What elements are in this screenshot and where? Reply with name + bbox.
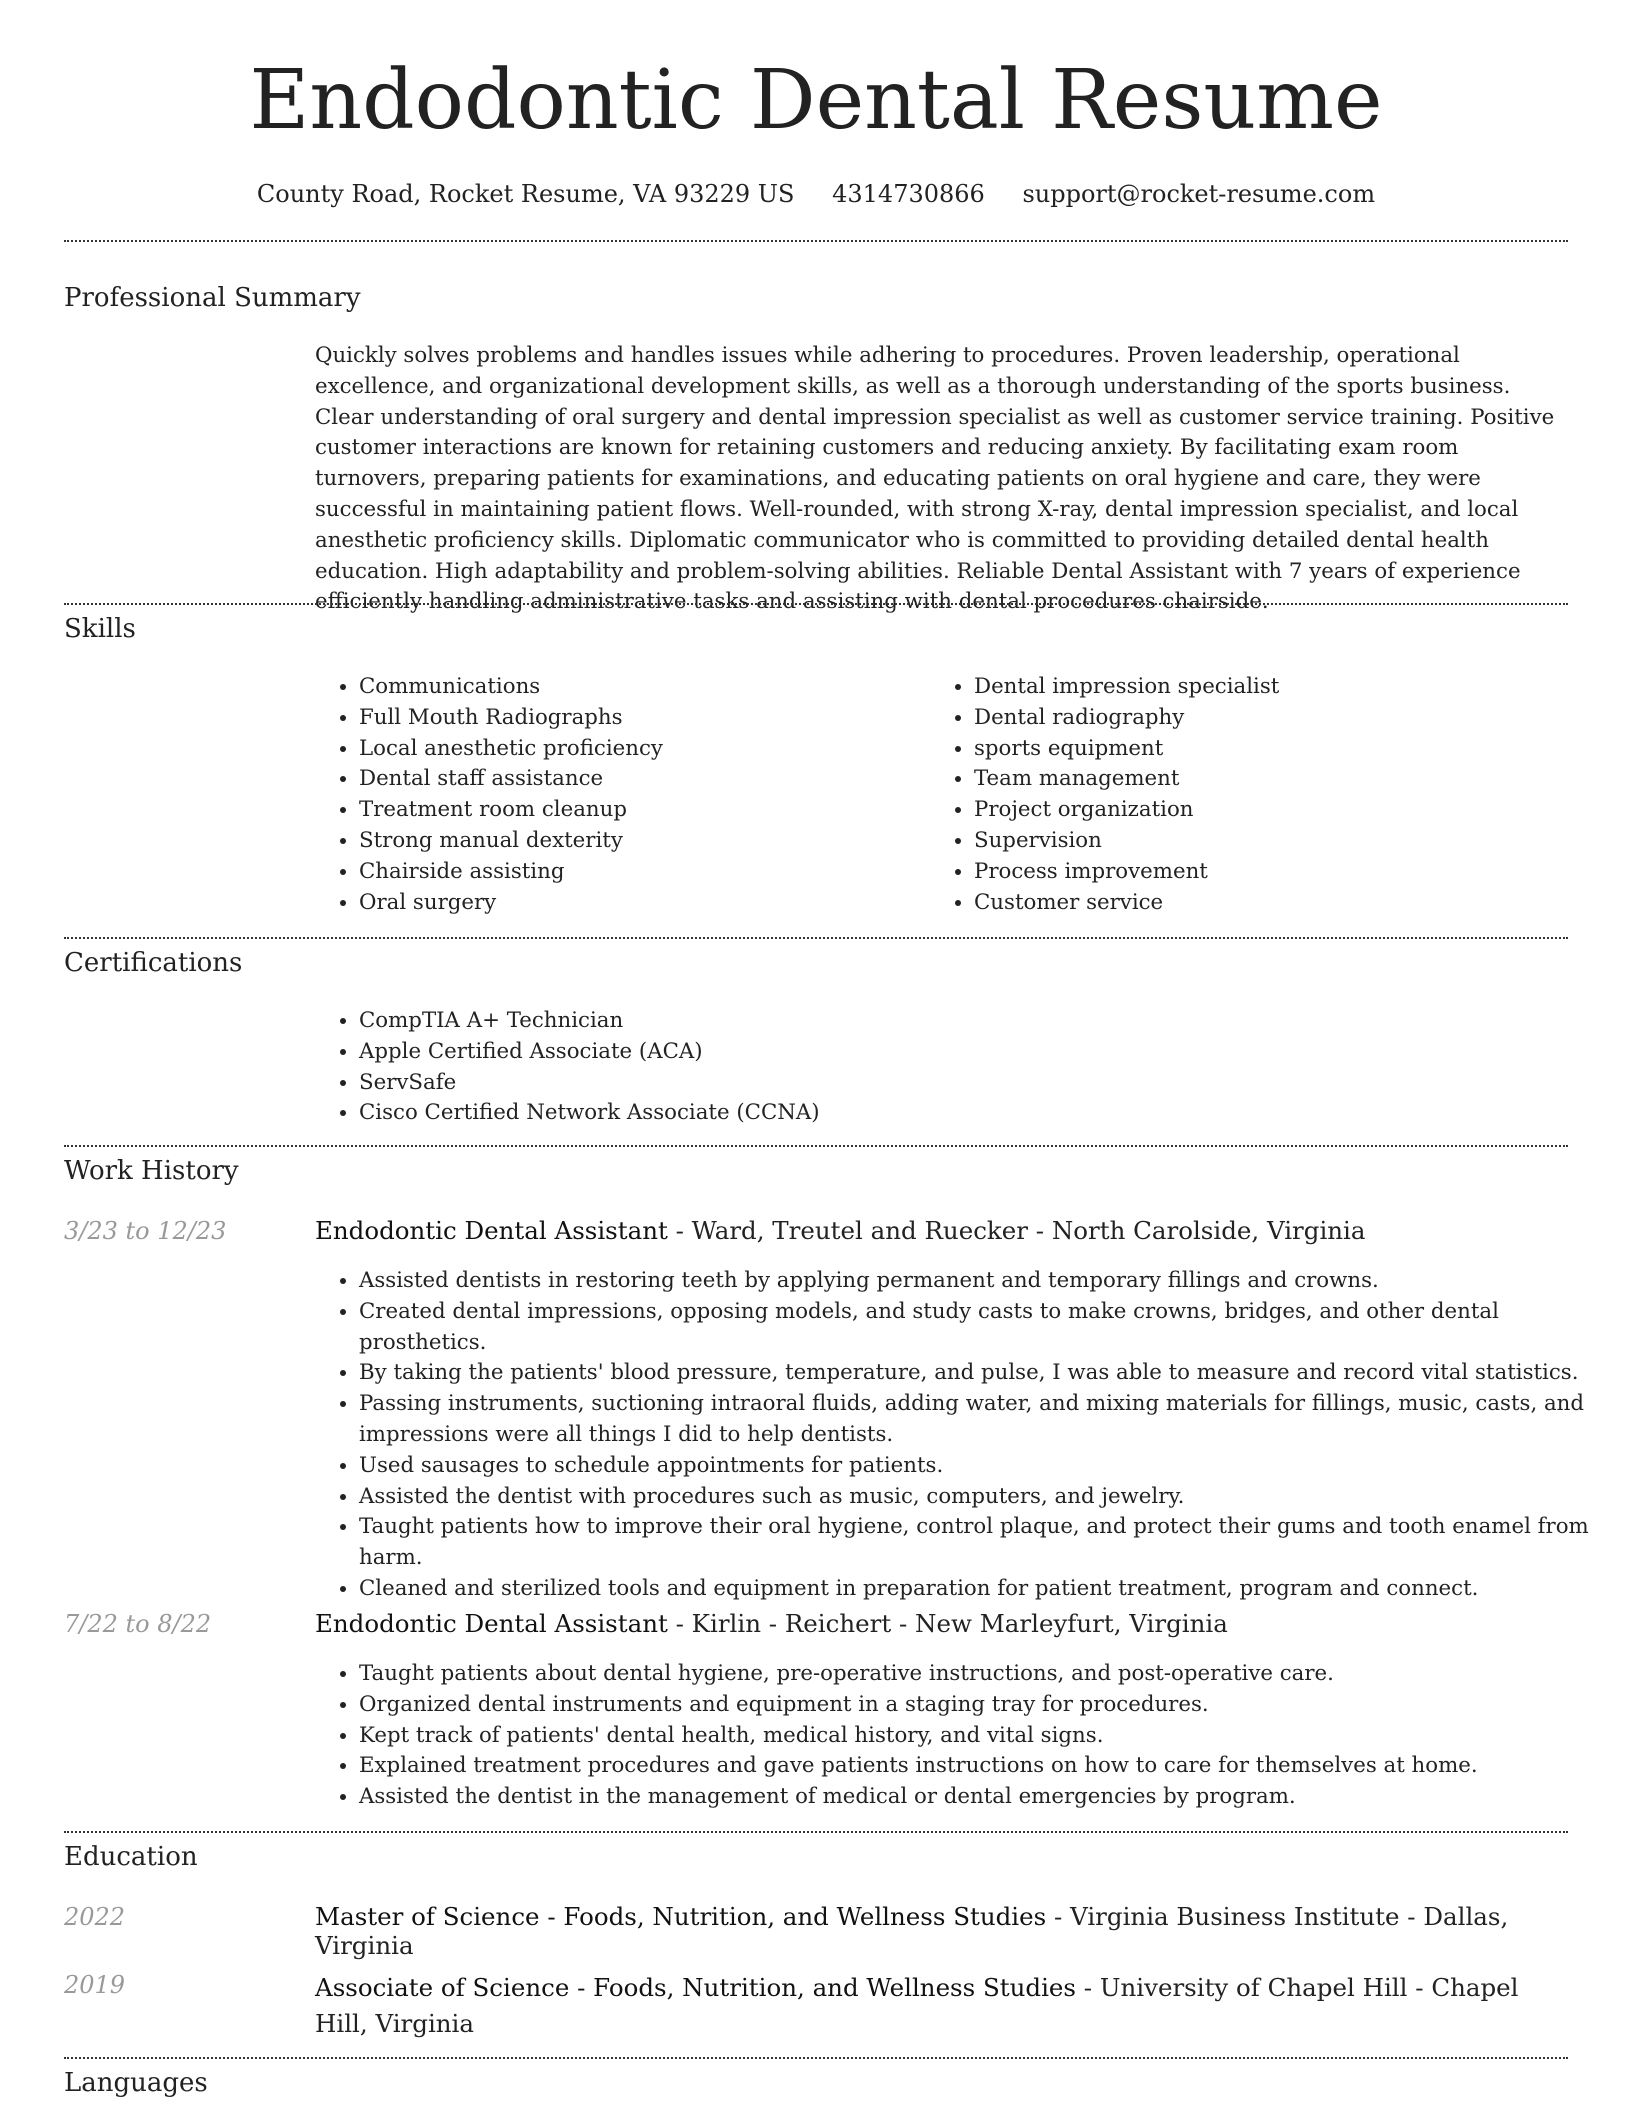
- job-bullet: • Explained treatment procedures and gave patients instructions on how to care for themselves at home.: [359, 1751, 1609, 1782]
- skill-item: • Dental staff assistance: [359, 764, 919, 795]
- section-heading-languages: Languages: [64, 2068, 208, 2098]
- job-bullet: • Assisted dentists in restoring teeth by applying permanent and temporary fillings and crowns.: [359, 1266, 1609, 1297]
- skill-item: • Strong manual dexterity: [359, 826, 919, 857]
- section-heading-certifications: Certifications: [64, 948, 243, 978]
- job-date: 3/23 to 12/23: [64, 1217, 227, 1245]
- divider: [64, 603, 1568, 605]
- job-bullet: • Assisted the dentist in the management of medical or dental emergencies by program.: [359, 1782, 1609, 1813]
- job-title: [315, 1216, 1366, 1245]
- certification-item: • Apple Certified Associate (ACA): [359, 1037, 1559, 1068]
- skill-item: • Customer service: [974, 888, 1574, 919]
- certification-item: • CompTIA A+ Technician: [359, 1006, 1559, 1037]
- skill-item: • Team management: [974, 764, 1574, 795]
- skill-item: • Process improvement: [974, 857, 1574, 888]
- education-degree: Master of Science - Foods, Nutrition, and Wellness Studies: [315, 1902, 1047, 1931]
- job-date: 7/22 to 8/22: [64, 1610, 212, 1638]
- contact-line: [0, 180, 1632, 208]
- skill-item: • Dental radiography: [974, 703, 1574, 734]
- job-bullet: • Taught patients about dental hygiene, pre-operative instructions, and post-operative care.: [359, 1659, 1609, 1690]
- job-bullet: • Cleaned and sterilized tools and equipment in preparation for patient treatment, program and connect.: [359, 1574, 1609, 1605]
- section-heading-work: Work History: [64, 1156, 239, 1186]
- skill-item: • Full Mouth Radiographs: [359, 703, 919, 734]
- skill-item: • sports equipment: [974, 734, 1574, 765]
- job-title: [315, 1609, 1228, 1638]
- resume-title: Endodontic Dental Resume: [249, 53, 1383, 148]
- job-position: Endodontic Dental Assistant: [315, 1609, 668, 1638]
- contact-email[interactable]: support@rocket-resume.com: [1022, 180, 1376, 208]
- divider: [64, 937, 1568, 939]
- skill-item: • Communications: [359, 672, 919, 703]
- section-heading-summary: Professional Summary: [64, 283, 361, 313]
- education-entry: [315, 1902, 1567, 1960]
- job-bullet: • Passing instruments, suctioning intraoral fluids, adding water, and mixing materials for fillings, music, casts, and impressions were all things I did to help dentists.: [359, 1389, 1609, 1451]
- job-bullets: [315, 1659, 1609, 1813]
- job-bullet: • Organized dental instruments and equipment in a staging tray for procedures.: [359, 1690, 1609, 1721]
- education-date: 2022: [64, 1903, 126, 1931]
- education-details: - Virginia Business Institute - Dallas, Virginia: [315, 1902, 1509, 1960]
- section-heading-skills: Skills: [64, 614, 136, 644]
- job-bullet: • Kept track of patients' dental health, medical history, and vital signs.: [359, 1721, 1609, 1752]
- divider: [64, 240, 1568, 242]
- education-entry: [315, 1970, 1567, 2042]
- skill-item: • Oral surgery: [359, 888, 919, 919]
- contact-address: County Road, Rocket Resume, VA 93229 US: [256, 180, 795, 208]
- divider: [64, 1145, 1568, 1147]
- job-details: - Kirlin - Reichert - New Marleyfurt, Virginia: [667, 1609, 1228, 1638]
- job-bullet: • Taught patients how to improve their oral hygiene, control plaque, and protect their gums and tooth enamel from harm.: [359, 1512, 1609, 1574]
- skill-item: • Chairside assisting: [359, 857, 919, 888]
- job-position: Endodontic Dental Assistant: [315, 1216, 668, 1245]
- skill-item: • Dental impression specialist: [974, 672, 1574, 703]
- skill-item: • Local anesthetic proficiency: [359, 734, 919, 765]
- skill-item: • Treatment room cleanup: [359, 795, 919, 826]
- certification-item: • Cisco Certified Network Associate (CCNA): [359, 1098, 1559, 1129]
- job-bullets: [315, 1266, 1609, 1605]
- contact-phone: 4314730866: [832, 180, 985, 208]
- job-bullet: • Used sausages to schedule appointments for patients.: [359, 1451, 1609, 1482]
- education-degree: Associate of Science - Foods, Nutrition, and Wellness Studies: [315, 1973, 1076, 2002]
- certifications-list: [315, 1006, 1559, 1129]
- skill-item: • Supervision: [974, 826, 1574, 857]
- education-date: 2019: [64, 1971, 126, 1999]
- divider: [64, 2057, 1568, 2059]
- education-details: - University of Chapel Hill - Chapel Hill, Virginia: [315, 1973, 1519, 2038]
- job-bullet: • By taking the patients' blood pressure, temperature, and pulse, I was able to measure and record vital statistics.: [359, 1358, 1609, 1389]
- skills-list-left: [315, 672, 919, 918]
- job-bullet: • Created dental impressions, opposing models, and study casts to make crowns, bridges, and other dental prosthetics.: [359, 1297, 1609, 1359]
- job-bullet: • Assisted the dentist with procedures such as music, computers, and jewelry.: [359, 1482, 1609, 1513]
- summary-text: Quickly solves problems and handles issues while adhering to procedures. Proven leadership, operational excellence, and organizational development skills, as well as a thorough understanding of the sports business. Clear understanding of oral surgery and dental impression specialist as well as customer service training. Positive customer interactions are known for retaining customers and reducing anxiety. By facilitating exam room turnovers, preparing patients for examinations, and educating patients on oral hygiene and care, they were successful in maintaining patient flows. Well-rounded, with strong X-ray, dental impression specialist, and local anesthetic proficiency skills. Diplomatic communicator who is committed to providing detailed dental health education. High adaptability and problem-solving abilities. Reliable Dental Assistant with 7 years of experience efficiently handling administrative tasks and assisting with dental procedures chairside.: [315, 343, 1555, 615]
- job-details: - Ward, Treutel and Ruecker - North Carolside, Virginia: [667, 1216, 1366, 1245]
- skills-list-right: [930, 672, 1574, 918]
- section-heading-education: Education: [64, 1842, 198, 1872]
- certification-item: • ServSafe: [359, 1068, 1559, 1099]
- skill-item: • Project organization: [974, 795, 1574, 826]
- divider: [64, 1831, 1568, 1833]
